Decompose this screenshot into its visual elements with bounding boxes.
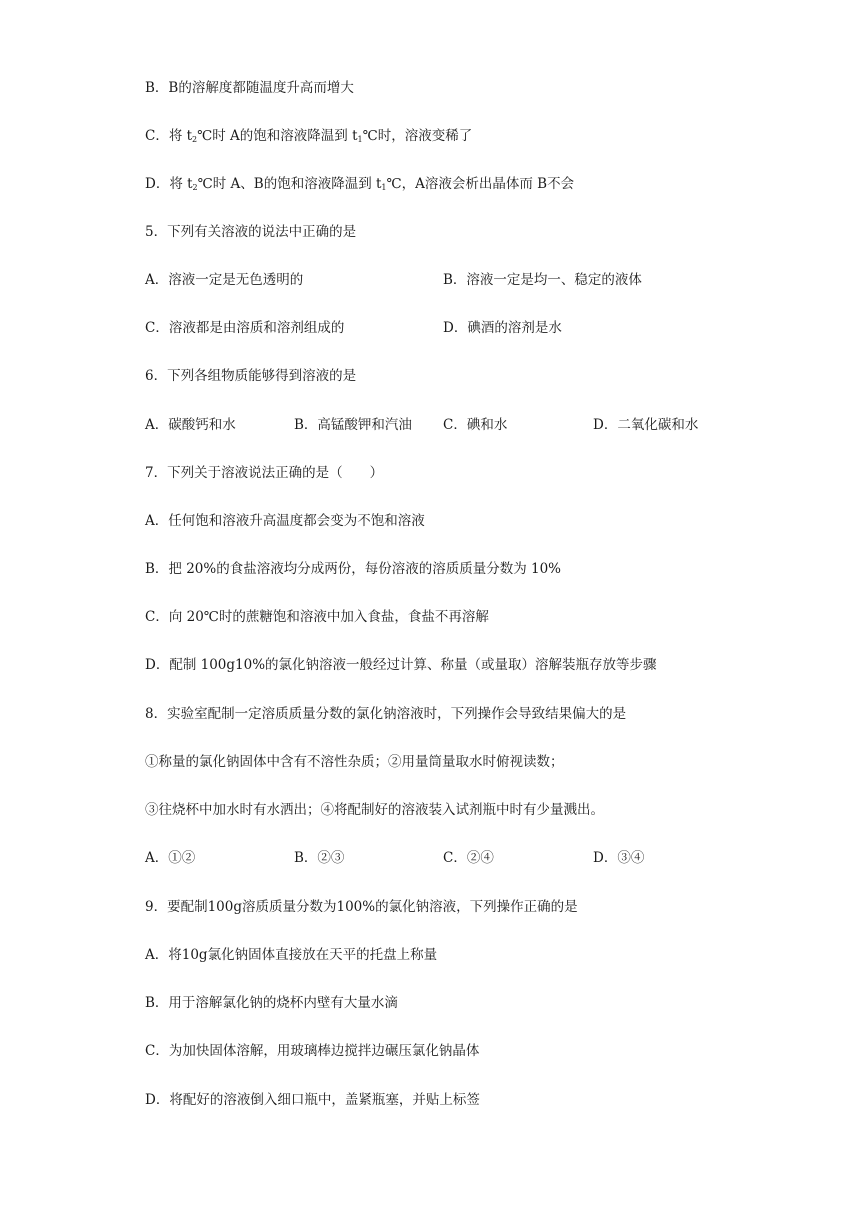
- q4-option-d: [145, 174, 574, 198]
- q9-option-c: C．为加快固体溶解，用玻璃棒边搅拌边碾压氯化钠晶体: [145, 1043, 480, 1059]
- q5-option-a: A．溶液一定是无色透明的: [145, 272, 304, 288]
- q7-option-d: D．配制 100g10%的氯化钠溶液一般经过计算、称量（或量取）溶解装瓶存放等步骤: [145, 657, 657, 673]
- q5-option-c: C．溶液都是由溶质和溶剂组成的: [145, 320, 345, 336]
- q8-option-b: B．②③: [294, 850, 345, 866]
- q6-option-c: C．碘和水: [443, 417, 508, 433]
- q6-stem: 6．下列各组物质能够得到溶液的是: [145, 368, 357, 384]
- q4-option-d-text-3: ℃，A溶液会析出晶体而 B不会: [386, 176, 575, 192]
- q8-stem: 8．实验室配制一定溶质质量分数的氯化钠溶液时，下列操作会导致结果偏大的是: [145, 706, 627, 722]
- q8-option-d: D．③④: [593, 850, 645, 866]
- q8-statement-line-2: ③往烧杯中加水时有水洒出；④将配制好的溶液装入试剂瓶中时有少量溅出。: [145, 802, 604, 818]
- q4-option-c-text-3: ℃时，溶液变稀了: [362, 128, 473, 144]
- q8-option-a: A．①②: [145, 850, 196, 866]
- q6-option-d: D．二氧化碳和水: [593, 417, 699, 433]
- q9-option-b: B．用于溶解氯化钠的烧杯内壁有大量水滴: [145, 995, 398, 1011]
- q7-option-c: C．向 20℃时的蔗糖饱和溶液中加入食盐，食盐不再溶解: [145, 609, 489, 625]
- q5-option-b: B．溶液一定是均一、稳定的液体: [443, 272, 642, 288]
- q7-stem: 7．下列关于溶液说法正确的是（ ）: [145, 465, 384, 481]
- q9-option-a: A．将10g氯化钠固体直接放在天平的托盘上称量: [145, 947, 438, 963]
- q5-option-d: D．碘酒的溶剂是水: [443, 320, 562, 336]
- q5-stem: 5．下列有关溶液的说法中正确的是: [145, 224, 357, 240]
- q6-option-a: A．碳酸钙和水: [145, 417, 236, 433]
- q8-statement-line-1: ①称量的氯化钠固体中含有不溶性杂质；②用量筒量取水时俯视读数；: [145, 754, 564, 770]
- q7-option-b: B．把 20%的食盐溶液均分成两份，每份溶液的溶质质量分数为 10%: [145, 561, 562, 577]
- q4-option-d-subscript-1: 2: [192, 183, 198, 192]
- q7-option-a: A．任何饱和溶液升高温度都会变为不饱和溶液: [145, 513, 425, 529]
- q4-option-b: B．B的溶解度都随温度升高而增大: [145, 80, 354, 96]
- q4-option-d-text-2: ℃时 A、B的饱和溶液降温到 t: [197, 176, 382, 192]
- q4-option-c-text-2: ℃时 A的饱和溶液降温到 t: [197, 128, 358, 144]
- q6-option-b: B．高锰酸钾和汽油: [294, 417, 412, 433]
- q4-option-c-text-1: C．将 t: [145, 128, 193, 144]
- q9-stem: 9．要配制100g溶质质量分数为100%的氯化钠溶液，下列操作正确的是: [145, 899, 578, 915]
- q4-option-c-subscript-2: 1: [357, 135, 363, 144]
- q8-option-c: C．②④: [443, 850, 494, 866]
- q4-option-c-subscript-1: 2: [192, 135, 198, 144]
- q4-option-d-text-1: D．将 t: [145, 176, 193, 192]
- q9-option-d: D．将配好的溶液倒入细口瓶中，盖紧瓶塞，并贴上标签: [145, 1092, 480, 1108]
- q4-option-c: [145, 126, 472, 150]
- q4-option-d-subscript-2: 1: [381, 183, 387, 192]
